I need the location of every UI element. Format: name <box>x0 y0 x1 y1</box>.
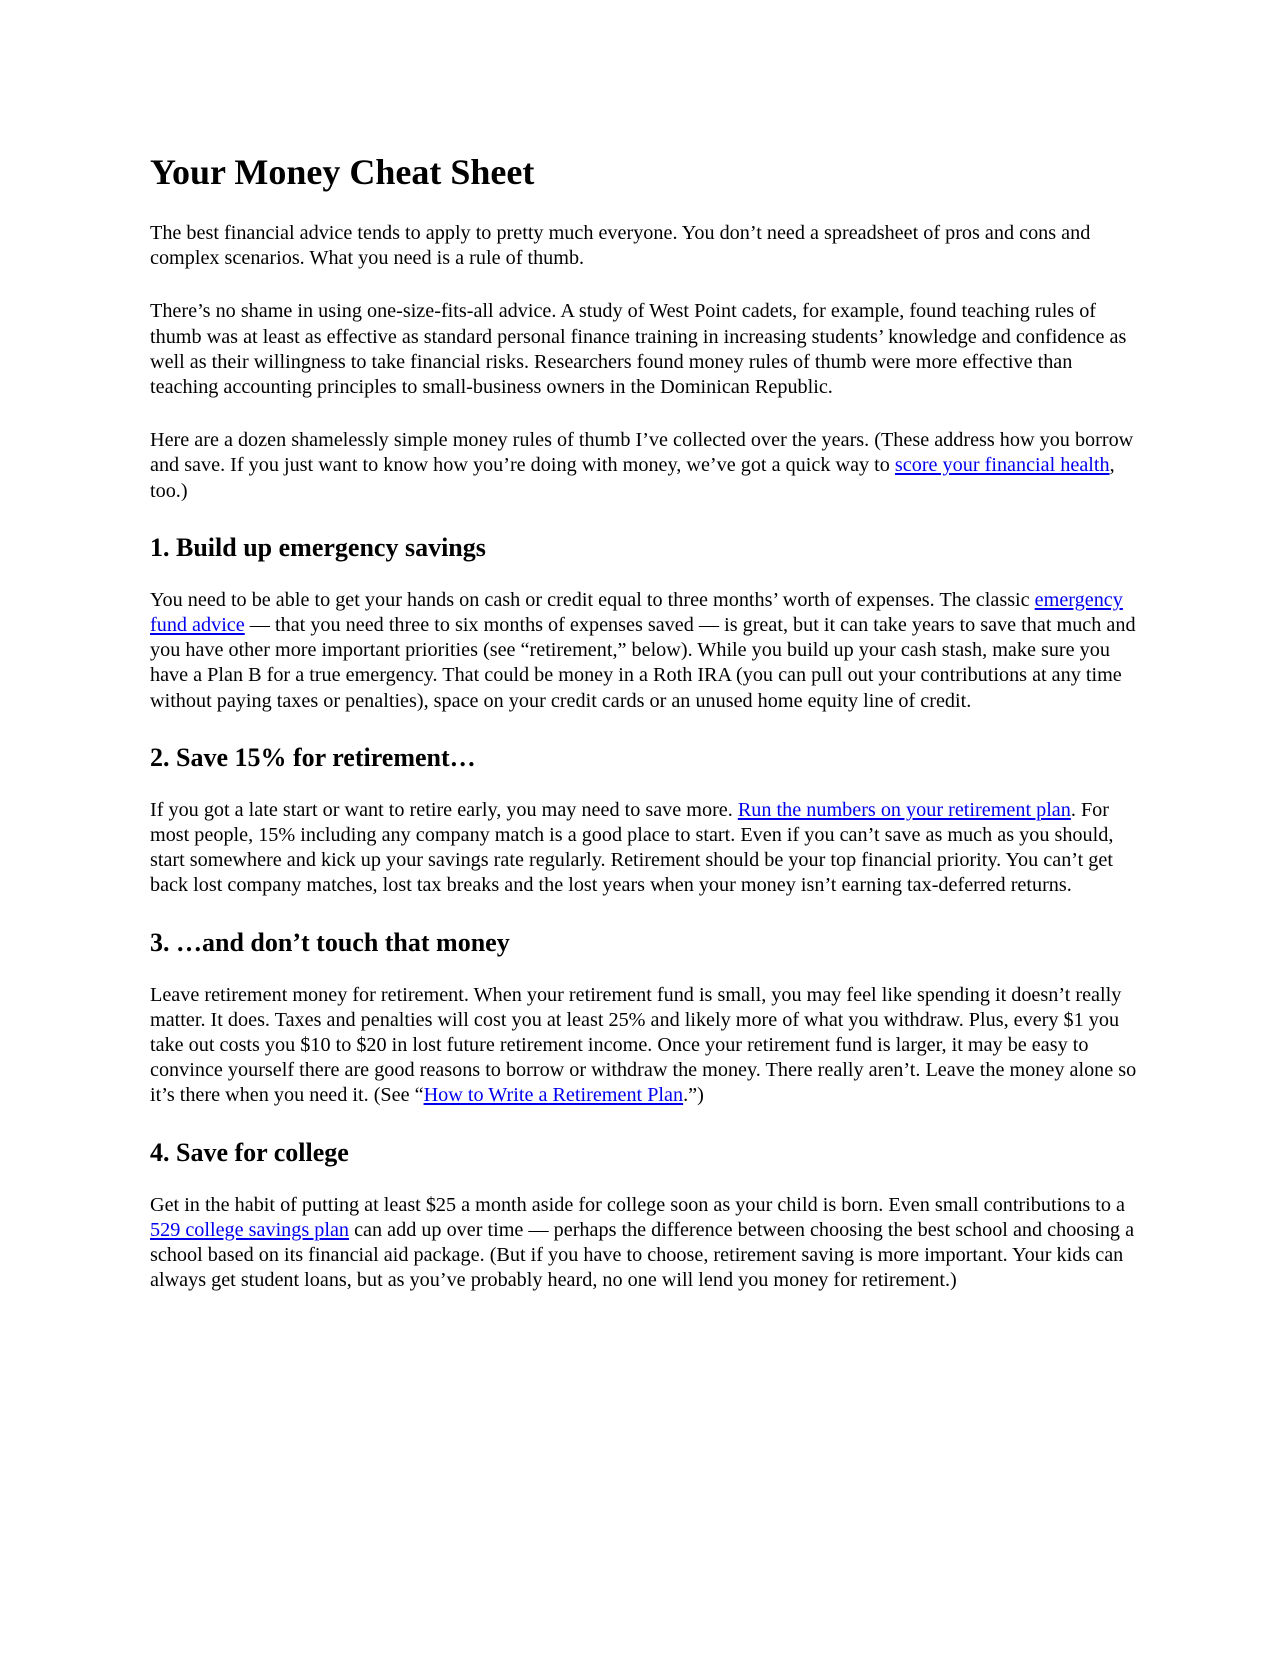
intro-paragraph-3-tail: , too.) <box>150 454 1115 502</box>
intro-paragraph-1: The best financial advice tends to apply to pretty much everyone. You don’t need a spreadsheet of pros and cons and complex scenarios. What you need is a rule of thumb. <box>150 222 1091 270</box>
section-text-tail: can add up over time — perhaps the difference between choosing the best school and choosing a school based on its financial aid package. (But if you have to choose, retirement saving is more important. Your kids can always get student loans, but as you’ve probably heard, no one will lend you money for retirement.) <box>150 1218 1135 1292</box>
section-text: If you got a late start or want to retire early, you may need to save more. <box>150 798 738 821</box>
intro-paragraph-3-text: Here are a dozen shamelessly simple money rules of thumb I’ve collected over the years. (These address how you borrow and save. If you just want to know how you’re doing with money, we’ve got a quick way to <box>150 429 1134 477</box>
section-text: Leave retirement money for retirement. When your retirement fund is small, you may feel like spending it doesn’t really matter. It does. Taxes and penalties will cost you at least 25% and likely more of what you withdraw. Plus, every $1 you take out costs you $10 to $20 in lost future retirement income. Once your retirement fund is larger, it may be easy to convince yourself there are good reasons to borrow or withdraw the money. There really aren’t. Leave the money alone so it’s there when you need it. (See “ <box>150 983 1137 1107</box>
section-text: Get in the habit of putting at least $25 a month aside for college soon as your child is born. Even small contributions to a <box>150 1193 1125 1216</box>
page-title: Your Money Cheat Sheet <box>150 152 535 192</box>
section-heading-save-for-college: 4. Save for college <box>150 1137 349 1167</box>
score-financial-health-link[interactable]: score your financial health <box>894 454 1110 477</box>
retirement-plan-numbers-link[interactable]: Run the numbers on your retirement plan <box>737 798 1071 821</box>
section-heading-save-for-retirement: 2. Save 15% for retirement… <box>150 742 476 772</box>
section-text-tail: . For most people, 15% including any company match is a good place to start. Even if you can’t save as much as you should, start somewhere and kick up your savings rate regularly. Retirement should be your top financial priority. You can’t get back lost company matches, lost tax breaks and the lost years when your money isn’t earning tax-deferred returns. <box>150 798 1114 897</box>
section-body-save-for-retirement <box>150 798 1140 899</box>
section-body-emergency-savings <box>150 588 1140 714</box>
intro-paragraph-2: There’s no shame in using one-size-fits-all advice. A study of West Point cadets, for example, found teaching rules of thumb was at least as effective as standard personal finance training in increasing students’ knowledge and confidence as well as their willingness to take financial risks. Researchers found money rules of thumb were more effective than teaching accounting principles to small-business owners in the Dominican Republic. <box>150 300 1127 399</box>
section-body-dont-touch-money <box>150 983 1140 1109</box>
college-savings-plan-link[interactable]: 529 college savings plan <box>150 1218 350 1241</box>
section-body-save-for-college <box>150 1193 1140 1294</box>
write-retirement-plan-link[interactable]: How to Write a Retirement Plan <box>423 1084 684 1107</box>
section-text: You need to be able to get your hands on cash or credit equal to three months’ worth of expenses. The classic <box>150 588 1035 611</box>
section-text-tail: .”) <box>683 1084 704 1107</box>
document-page <box>150 150 1140 1321</box>
intro-paragraph-3 <box>150 428 1140 504</box>
section-text-tail: — that you need three to six months of expenses saved — is great, but it can take years to save that much and you have other more important priorities (see “retirement,” below). While you build up your cash stash, make sure you have a Plan B for a true emergency. That could be money in a Roth IRA (you can pull out your contributions at any time without paying taxes or penalties), space on your credit cards or an unused home equity line of credit. <box>150 614 1136 712</box>
section-heading-emergency-savings: 1. Build up emergency savings <box>150 532 486 562</box>
section-heading-dont-touch-money: 3. …and don’t touch that money <box>150 927 510 957</box>
emergency-fund-advice-link[interactable]: emergency fund advice <box>150 588 1123 637</box>
